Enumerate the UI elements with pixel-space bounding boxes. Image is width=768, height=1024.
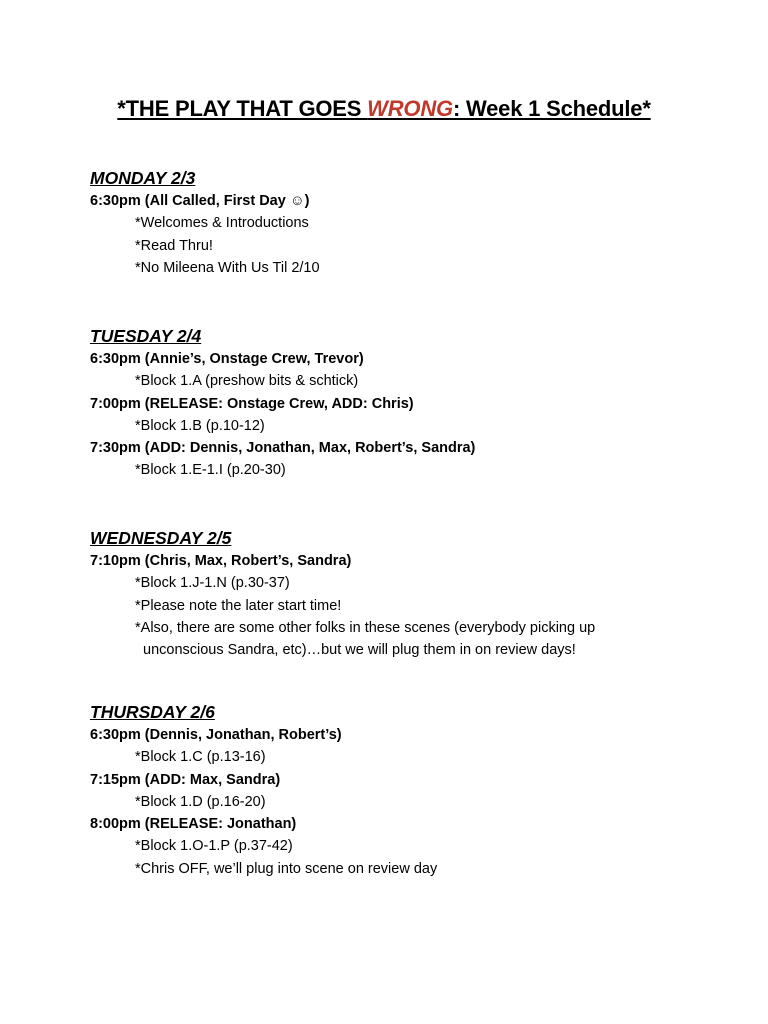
schedule-note: *Block 1.B (p.10-12) bbox=[135, 417, 265, 434]
page-title bbox=[0, 96, 768, 122]
schedule-note: *Read Thru! bbox=[135, 237, 213, 254]
schedule-note: *No Mileena With Us Til 2/10 bbox=[135, 259, 320, 276]
day-heading: TUESDAY 2/4 bbox=[90, 326, 202, 346]
schedule-note: *Welcomes & Introductions bbox=[135, 215, 309, 232]
day-heading: MONDAY 2/3 bbox=[90, 168, 196, 188]
schedule-note: *Block 1.D (p.16-20) bbox=[135, 793, 266, 810]
day-heading: THURSDAY 2/6 bbox=[90, 702, 215, 722]
schedule-note: *Block 1.A (preshow bits & schtick) bbox=[135, 373, 359, 390]
title-emphasis: WRONG bbox=[367, 96, 453, 121]
day-section-monday bbox=[90, 166, 730, 279]
time-slot: 6:30pm (Dennis, Jonathan, Robert’s) bbox=[90, 727, 342, 743]
schedule-note: *Block 1.J-1.N (p.30-37) bbox=[135, 575, 290, 592]
schedule-note: *Also, there are some other folks in these scenes (everybody picking up bbox=[135, 619, 596, 636]
title-suffix: : Week 1 Schedule* bbox=[452, 96, 651, 121]
title-prefix: *THE PLAY THAT GOES bbox=[117, 96, 368, 121]
time-slot: 8:00pm (RELEASE: Jonathan) bbox=[90, 816, 297, 833]
day-section-wednesday bbox=[90, 526, 730, 661]
schedule-note: *Block 1.O-1.P (p.37-42) bbox=[135, 838, 293, 855]
schedule-note: *Block 1.E-1.I (p.20-30) bbox=[135, 462, 286, 479]
time-slot: 7:00pm (RELEASE: Onstage Crew, ADD: Chris) bbox=[90, 395, 414, 412]
time-slot: 6:30pm (All Called, First Day ☺) bbox=[90, 193, 310, 209]
time-slot: 7:30pm (ADD: Dennis, Jonathan, Max, Robert’s, Sandra) bbox=[90, 440, 476, 457]
schedule-note: *Block 1.C (p.13-16) bbox=[135, 749, 266, 766]
schedule-note: *Please note the later start time! bbox=[135, 597, 342, 614]
day-heading: WEDNESDAY 2/5 bbox=[90, 528, 232, 548]
schedule-note: *Chris OFF, we’ll plug into scene on review day bbox=[135, 860, 438, 877]
day-section-tuesday bbox=[90, 324, 730, 482]
schedule-note-continuation: unconscious Sandra, etc)…but we will plug them in on review days! bbox=[143, 642, 576, 659]
time-slot: 7:10pm (Chris, Max, Robert’s, Sandra) bbox=[90, 553, 352, 569]
time-slot: 6:30pm (Annie’s, Onstage Crew, Trevor) bbox=[90, 351, 364, 367]
time-slot: 7:15pm (ADD: Max, Sandra) bbox=[90, 771, 281, 788]
day-section-thursday bbox=[90, 700, 730, 880]
